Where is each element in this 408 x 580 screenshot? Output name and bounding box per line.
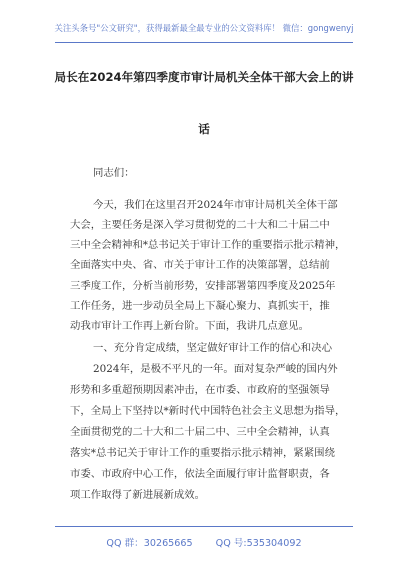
body-line: 形势和多重超预期因素冲击，在市委、市政府的坚强领导 <box>70 384 330 396</box>
body-line: 全面贯彻党的二十大和二十届二中、三中全会精神，认真 <box>70 426 330 438</box>
document-title-line-2: 话 <box>198 122 210 136</box>
qq-number: QQ 号:535304092 <box>215 538 302 549</box>
body-line: 2024年，是极不平凡的一年。面对复杂严峻的国内外 <box>93 363 338 375</box>
body-line: 市委、市政府中心工作，依法全面履行审计监督职责，各 <box>70 468 330 480</box>
body-line: 工作任务，进一步动员全局上下凝心聚力、真抓实干，推 <box>70 300 330 312</box>
body-line: 三中全会精神和*总书记关于审计工作的重要指示批示精神， <box>70 239 346 251</box>
footer-divider <box>55 526 353 527</box>
header-divider <box>55 42 353 43</box>
body-line: 项工作取得了新进展新成效。 <box>70 489 206 501</box>
footer-contact <box>0 535 408 549</box>
salutation: 同志们： <box>93 167 135 179</box>
section-heading: 一、充分肯定成绩，坚定做好审计工作的信心和决心 <box>93 342 332 354</box>
body-line: 全面落实中央、省、市关于审计工作的决策部署，总结前 <box>70 259 330 271</box>
body-line: 下，全局上下坚持以*新时代中国特色社会主义思想为指导， <box>70 405 346 417</box>
qq-group: QQ 群：30265665 <box>106 538 193 549</box>
document-title-line-1: 局长在2024年第四季度市审计局机关全体干部大会上的讲 <box>54 70 354 84</box>
promo-banner: 关注头条号"公文研究"，获得最新最全最专业的公文资料库！ 微信：gongwenyj <box>54 23 354 33</box>
body-line: 落实*总书记关于审计工作的重要指示批示精神，紧紧围绕 <box>70 447 335 459</box>
body-line: 大会，主要任务是深入学习贯彻党的二十大和二十届二中 <box>70 219 330 231</box>
body-line: 动我市审计工作再上新台阶。下面，我讲几点意见。 <box>70 320 309 332</box>
body-line: 今天，我们在这里召开2024年市审计局机关全体干部 <box>93 199 338 211</box>
body-line: 三季度工作，分析当前形势，安排部署第四季度及2025年 <box>70 280 336 292</box>
